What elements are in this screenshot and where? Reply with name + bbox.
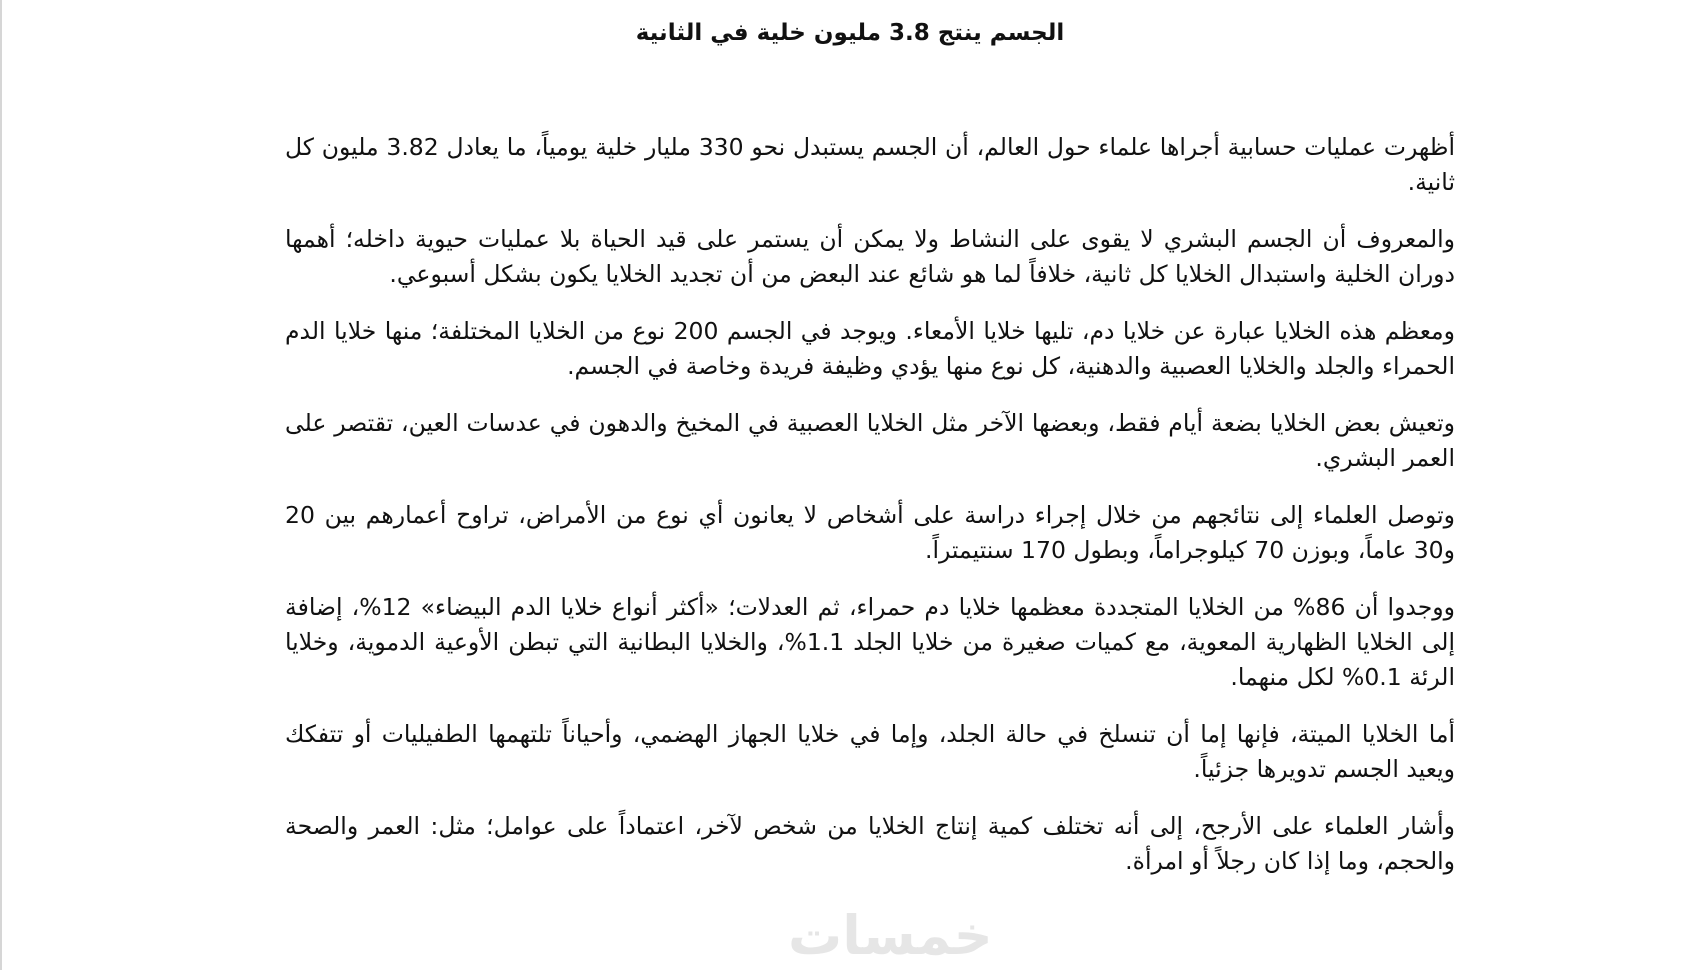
paragraph-8: وأشار العلماء على الأرجح، إلى أنه تختلف كمية إنتاج الخلايا من شخص لآخر، اعتماداً على عوامل؛ مثل: العمر والصحة والحجم، وما إذا كان رجلاً أو امرأة. [285,812,1455,875]
document-body [285,130,1455,901]
paragraph-3: ومعظم هذه الخلايا عبارة عن خلايا دم، تليها خلايا الأمعاء. ويوجد في الجسم 200 نوع من الخلايا المختلفة؛ منها خلايا الدم الحمراء والجلد والخلايا العصبية والدهنية، كل نوع منها يؤدي وظيفة فريدة وخاصة في الجسم. [285,317,1455,380]
paragraph-5: وتوصل العلماء إلى نتائجهم من خلال إجراء دراسة على أشخاص لا يعانون أي نوع من الأمراض، تراوح أعمارهم بين 20 و30 عاماً، وبوزن 70 كيلوجراماً، وبطول 170 سنتيمتراً. [285,501,1455,564]
document-title: الجسم ينتج 3.8 مليون خلية في الثانية [635,20,1065,46]
paragraph-6: ووجدوا أن 86% من الخلايا المتجددة معظمها خلايا دم حمراء، ثم العدلات؛ «أكثر أنواع خلايا الدم البيضاء» 12%، إضافة إلى الخلايا الظهارية المعوية، مع كميات صغيرة من خلايا الجلد 1.1%، والخلايا البطانية التي تبطن الأوعية الدموية، وخلايا الرئة 0.1% لكل منهما. [285,593,1455,691]
watermark-logo: خمسات [788,904,993,967]
paragraph-2: والمعروف أن الجسم البشري لا يقوى على النشاط ولا يمكن أن يستمر على قيد الحياة بلا عمليات حيوية داخله؛ أهمها دوران الخلية واستبدال الخلايا كل ثانية، خلافاً لما هو شائع عند البعض من أن تجديد الخلايا يكون بشكل أسبوعي. [285,225,1455,288]
paragraph-7: أما الخلايا الميتة، فإنها إما أن تنسلخ في حالة الجلد، وإما في خلايا الجهاز الهضمي، وأحياناً تلتهمها الطفيليات أو تتفكك ويعيد الجسم تدويرها جزئياً. [285,720,1455,783]
paragraph-4: وتعيش بعض الخلايا بضعة أيام فقط، وبعضها الآخر مثل الخلايا العصبية في المخيخ والدهون في عدسات العين، تقتصر على العمر البشري. [285,409,1455,472]
paragraph-1: أظهرت عمليات حسابية أجراها علماء حول العالم، أن الجسم يستبدل نحو 330 مليار خلية يومياً، ما يعادل 3.82 مليون كل ثانية. [285,133,1455,196]
